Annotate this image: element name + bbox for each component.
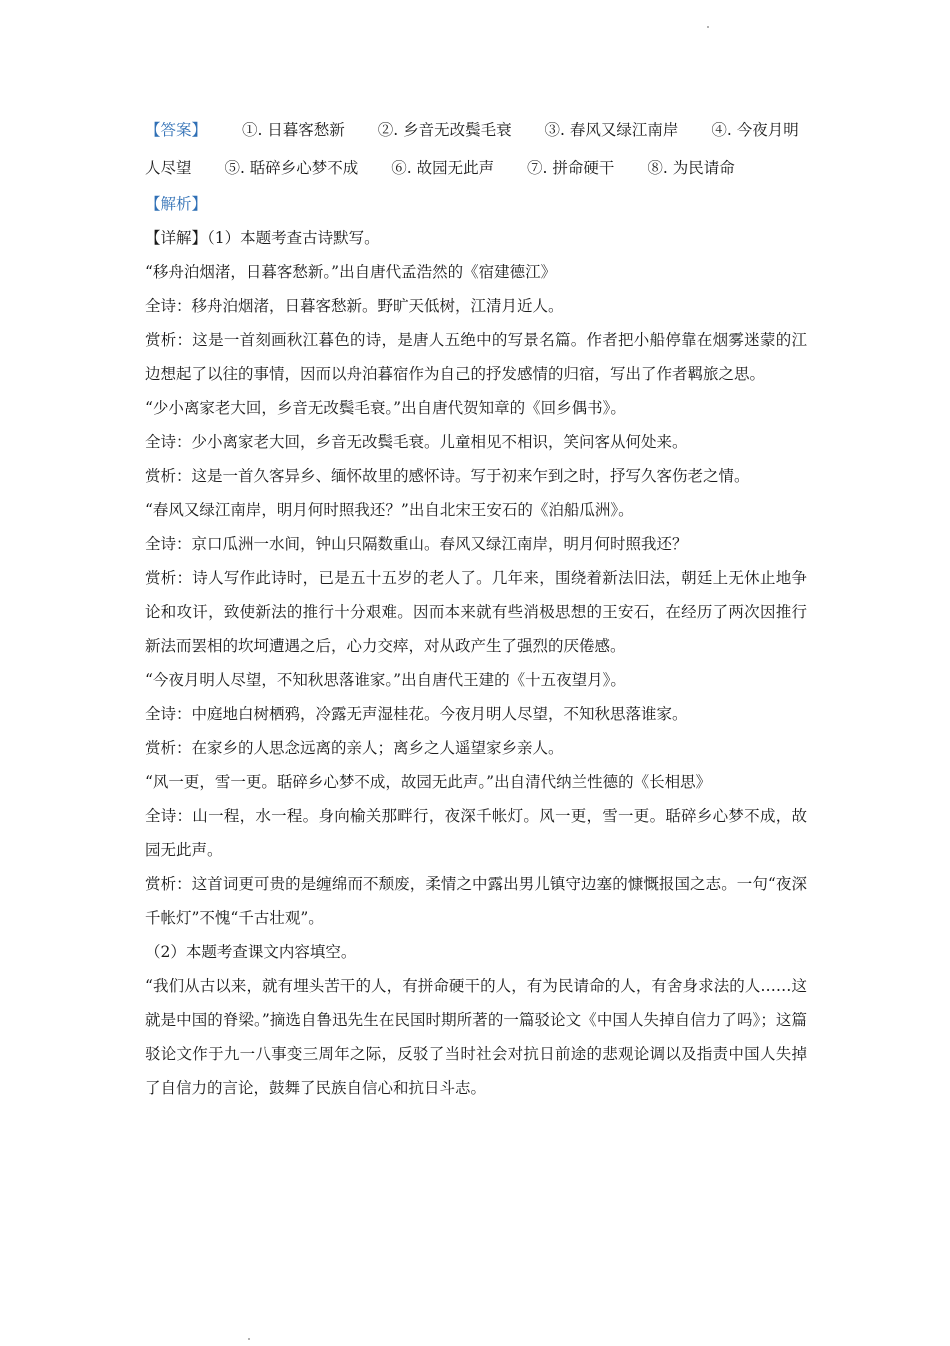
appreciation: 赏析：在家乡的人思念远离的亲人；离乡之人遥望家乡亲人。 [145,739,564,757]
part2-heading: （2）本题考查课文内容填空。 [145,943,357,961]
poem-source: “移舟泊烟渚，日暮客愁新。”出自唐代孟浩然的《宿建德江》 [145,263,557,281]
answer-item: ④. 今夜月明人尽望 [145,121,799,177]
text-analysis: “我们从古以来，就有埋头苦干的人，有拼命硬干的人，有为民请命的人，有舍身求法的人……这就是中国的脊梁。”摘选自鲁迅先生在民国时期所著的一篇驳论文《中国人失掉自信力了吗》；这篇驳论文作于九一八事变三周年之际，反驳了当时社会对抗日前途的悲观论调以及指责中国人失掉了自信力的言论，鼓舞了民族自信心和抗日斗志。 [145,977,807,1097]
poem-source: “春风又绿江南岸，明月何时照我还？”出自北宋王安石的《泊船瓜洲》。 [145,501,634,519]
full-poem: 全诗：京口瓜洲一水间，钟山只隔数重山。春风又绿江南岸，明月何时照我还？ [145,535,688,553]
appreciation: 赏析：这是一首久客异乡、缅怀故里的感怀诗。写于初来乍到之时，抒写久客伤老之情。 [145,467,750,485]
answer-analysis-section [145,112,807,1105]
appreciation: 赏析：诗人写作此诗时，已是五十五岁的老人了。几年来，围绕着新法旧法，朝廷上无休止地争论和攻讦，致使新法的推行十分艰难。因而本来就有些消极思想的王安石，在经历了两次因推行新法而罢相的坎坷遭遇之后，心力交瘁，对从政产生了强烈的厌倦感。 [145,569,807,655]
full-poem: 全诗：移舟泊烟渚，日暮客愁新。野旷天低树，江清月近人。 [145,297,564,315]
answer-item: ⑧. 为民请命 [647,158,735,177]
poem-source: “风一更，雪一更。聒碎乡心梦不成，故园无此声。”出自清代纳兰性德的《长相思》 [145,773,712,791]
detail-heading: 【详解】（1）本题考查古诗默写。 [145,229,380,247]
full-poem: 全诗：中庭地白树栖鸦，冷露无声湿桂花。今夜月明人尽望，不知秋思落谁家。 [145,705,688,723]
answer-item: ③. 春风又绿江南岸 [544,121,679,139]
answer-label: 【答案】 [145,121,208,139]
scan-dot-bottom [248,1338,250,1340]
appreciation: 赏析：这首词更可贵的是缠绵而不颓废，柔情之中露出男儿镇守边塞的慷慨报国之志。一句“夜深千帐灯”不愧“千古壮观”。 [145,875,807,927]
answer-item: ⑦. 拼命硬干 [527,158,615,177]
full-poem: 全诗：山一程，水一程。身向榆关那畔行，夜深千帐灯。风一更，雪一更。聒碎乡心梦不成，故园无此声。 [145,807,807,859]
full-poem: 全诗：少小离家老大回，乡音无改鬓毛衰。儿童相见不相识，笑问客从何处来。 [145,433,688,451]
scan-dot-top [707,26,709,28]
answer-block [145,112,807,187]
poem-source: “少小离家老大回，乡音无改鬓毛衰。”出自唐代贺知章的《回乡偶书》。 [145,399,626,417]
answer-item: ⑤. 聒碎乡心梦不成 [224,158,359,177]
answer-item: ①. 日暮客愁新 [241,121,345,139]
analysis-label: 【解析】 [145,195,208,213]
answer-item: ⑥. 故园无此声 [391,158,495,177]
answer-item: ②. 乡音无改鬓毛衰 [377,121,512,139]
poem-source: “今夜月明人尽望，不知秋思落谁家。”出自唐代王建的《十五夜望月》。 [145,671,626,689]
appreciation: 赏析：这是一首刻画秋江暮色的诗，是唐人五绝中的写景名篇。作者把小船停靠在烟雾迷蒙的江边想起了以往的事情，因而以舟泊暮宿作为自己的抒发感情的归宿，写出了作者羁旅之思。 [145,331,807,383]
